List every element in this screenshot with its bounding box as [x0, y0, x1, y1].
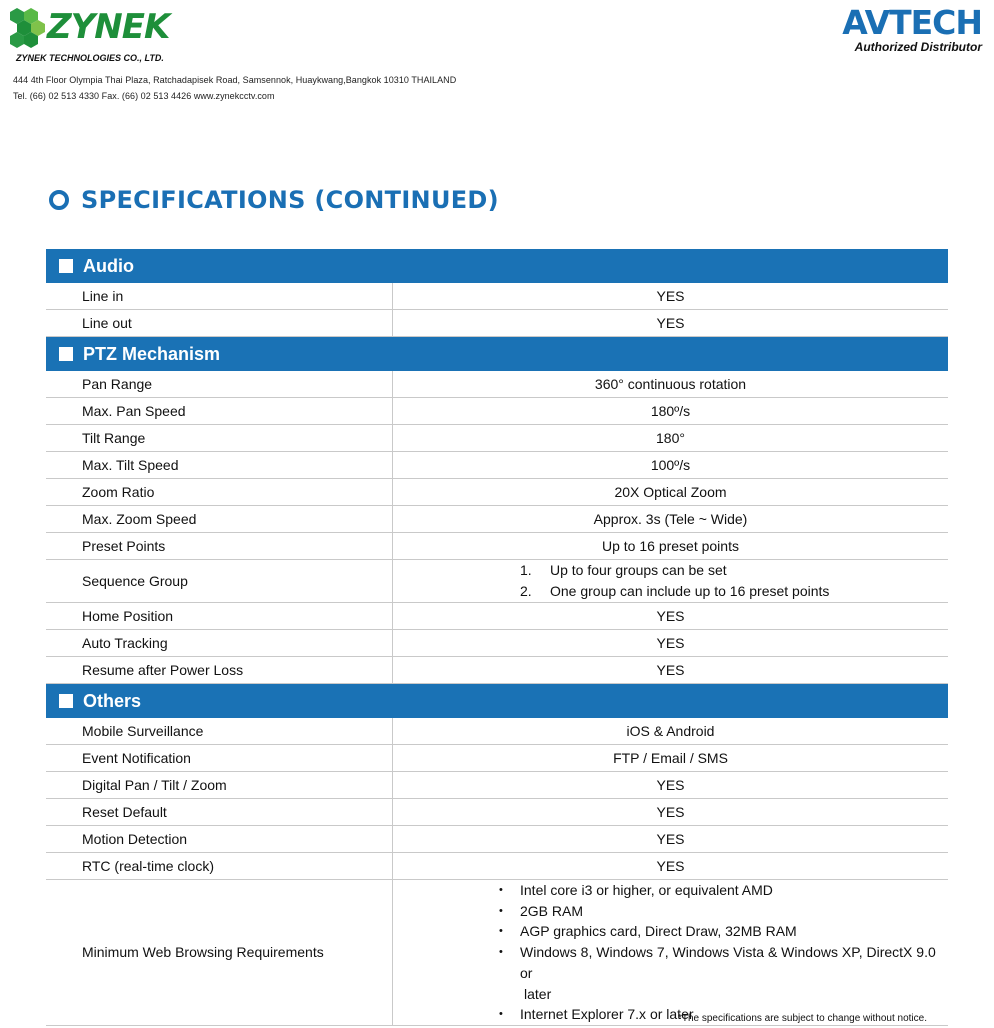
- spec-label: Preset Points: [46, 533, 393, 560]
- spec-value: YES: [393, 310, 949, 337]
- spec-label: Event Notification: [46, 745, 393, 772]
- list-item: 2. One group can include up to 16 preset points: [520, 583, 830, 599]
- section-header-others: [46, 684, 948, 719]
- table-row: [46, 425, 948, 452]
- spec-label: Tilt Range: [46, 425, 393, 452]
- spec-label: Digital Pan / Tilt / Zoom: [46, 772, 393, 799]
- table-row: [46, 745, 948, 772]
- spec-label: Pan Range: [46, 371, 393, 398]
- heading-bullet-icon: [49, 190, 69, 210]
- bullet-icon: •: [499, 946, 503, 959]
- section-title: Others: [83, 690, 142, 711]
- section-header-audio: [46, 249, 948, 283]
- page-heading: [49, 186, 499, 214]
- list-item: • AGP graphics card, Direct Draw, 32MB RAM: [499, 921, 948, 942]
- page-title: SPECIFICATIONS (CONTINUED): [81, 186, 499, 214]
- spec-label: Line in: [46, 283, 393, 310]
- spec-value: 20X Optical Zoom: [393, 479, 949, 506]
- table-row: [46, 630, 948, 657]
- hexagon-cluster-icon: [7, 6, 47, 50]
- spec-label: Reset Default: [46, 799, 393, 826]
- address-line: 444 4th Floor Olympia Thai Plaza, Ratchadapisek Road, Samsennok, Huaykwang,Bangkok 10310 THAILAND: [13, 75, 457, 85]
- section-header-ptz: [46, 337, 948, 372]
- spec-value: YES: [393, 283, 949, 310]
- spec-label: Sequence Group: [46, 560, 393, 603]
- table-row: [46, 772, 948, 799]
- list-item: 1. Up to four groups can be set: [520, 562, 727, 578]
- spec-label: Mobile Surveillance: [46, 718, 393, 745]
- table-row: [46, 799, 948, 826]
- section-title: Audio: [83, 255, 134, 276]
- spec-value: 180°: [393, 425, 949, 452]
- spec-value: iOS & Android: [393, 718, 949, 745]
- section-title: PTZ Mechanism: [83, 343, 221, 364]
- table-row: [46, 506, 948, 533]
- avtech-logo: [842, 3, 982, 54]
- spec-value: YES: [393, 799, 949, 826]
- spec-label: Auto Tracking: [46, 630, 393, 657]
- spec-value: Up to 16 preset points: [393, 533, 949, 560]
- spec-value: 180º/s: [393, 398, 949, 425]
- table-row-sequence-group: [46, 560, 948, 603]
- spec-value: YES: [393, 853, 949, 880]
- table-row: [46, 479, 948, 506]
- table-row: [46, 398, 948, 425]
- spec-label: Zoom Ratio: [46, 479, 393, 506]
- table-row: [46, 452, 948, 479]
- spec-value-list: [393, 560, 949, 603]
- zynek-wordmark: ZYNEK: [47, 7, 170, 47]
- bullet-icon: •: [499, 925, 503, 938]
- spec-value: YES: [393, 630, 949, 657]
- bullet-icon: •: [499, 1008, 503, 1021]
- table-row: [46, 826, 948, 853]
- table-row: [46, 657, 948, 684]
- spec-value: YES: [393, 603, 949, 630]
- table-row: [46, 371, 948, 398]
- spec-value: 100º/s: [393, 452, 949, 479]
- spec-label: Max. Tilt Speed: [46, 452, 393, 479]
- list-item: • Internet Explorer 7.x or later: [499, 1004, 948, 1025]
- table-row: [46, 853, 948, 880]
- spec-value: 360° continuous rotation: [393, 371, 949, 398]
- table-row: [46, 283, 948, 310]
- spec-label: Home Position: [46, 603, 393, 630]
- list-item: • 2GB RAM: [499, 901, 948, 922]
- section-square-icon: [59, 259, 73, 273]
- spec-value: Approx. 3s (Tele ~ Wide): [393, 506, 949, 533]
- list-item: • Intel core i3 or higher, or equivalent AMD: [499, 880, 948, 901]
- table-row: [46, 603, 948, 630]
- bullet-icon: •: [499, 904, 503, 917]
- list-item-continuation: later: [524, 985, 552, 1002]
- spec-label: Minimum Web Browsing Requirements: [46, 880, 393, 1026]
- table-row: [46, 718, 948, 745]
- spec-label: RTC (real-time clock): [46, 853, 393, 880]
- footnote: *The specifications are subject to change without notice.: [677, 1013, 927, 1024]
- specifications-table: [46, 249, 948, 1026]
- spec-value: YES: [393, 772, 949, 799]
- spec-label: Motion Detection: [46, 826, 393, 853]
- company-address: [13, 72, 456, 104]
- section-square-icon: [59, 347, 73, 361]
- spec-value: YES: [393, 657, 949, 684]
- spec-value: YES: [393, 826, 949, 853]
- spec-label: Line out: [46, 310, 393, 337]
- zynek-company-name: ZYNEK TECHNOLOGIES CO., LTD.: [16, 53, 164, 63]
- spec-value-list: [393, 880, 949, 1026]
- avtech-tagline: Authorized Distributor: [854, 40, 982, 54]
- table-row: [46, 310, 948, 337]
- bullet-icon: •: [499, 884, 503, 896]
- section-square-icon: [59, 694, 73, 708]
- avtech-wordmark: AVTECH: [842, 3, 982, 42]
- spec-label: Resume after Power Loss: [46, 657, 393, 684]
- table-row: [46, 533, 948, 560]
- spec-value: FTP / Email / SMS: [393, 745, 949, 772]
- spec-label: Max. Zoom Speed: [46, 506, 393, 533]
- contact-line: Tel. (66) 02 513 4330 Fax. (66) 02 513 4426 www.zynekcctv.com: [13, 91, 275, 101]
- list-item: • Windows 8, Windows 7, Windows Vista & Windows XP, DirectX 9.0 or later: [499, 942, 948, 1004]
- table-row-web-requirements: [46, 880, 948, 1026]
- spec-label: Max. Pan Speed: [46, 398, 393, 425]
